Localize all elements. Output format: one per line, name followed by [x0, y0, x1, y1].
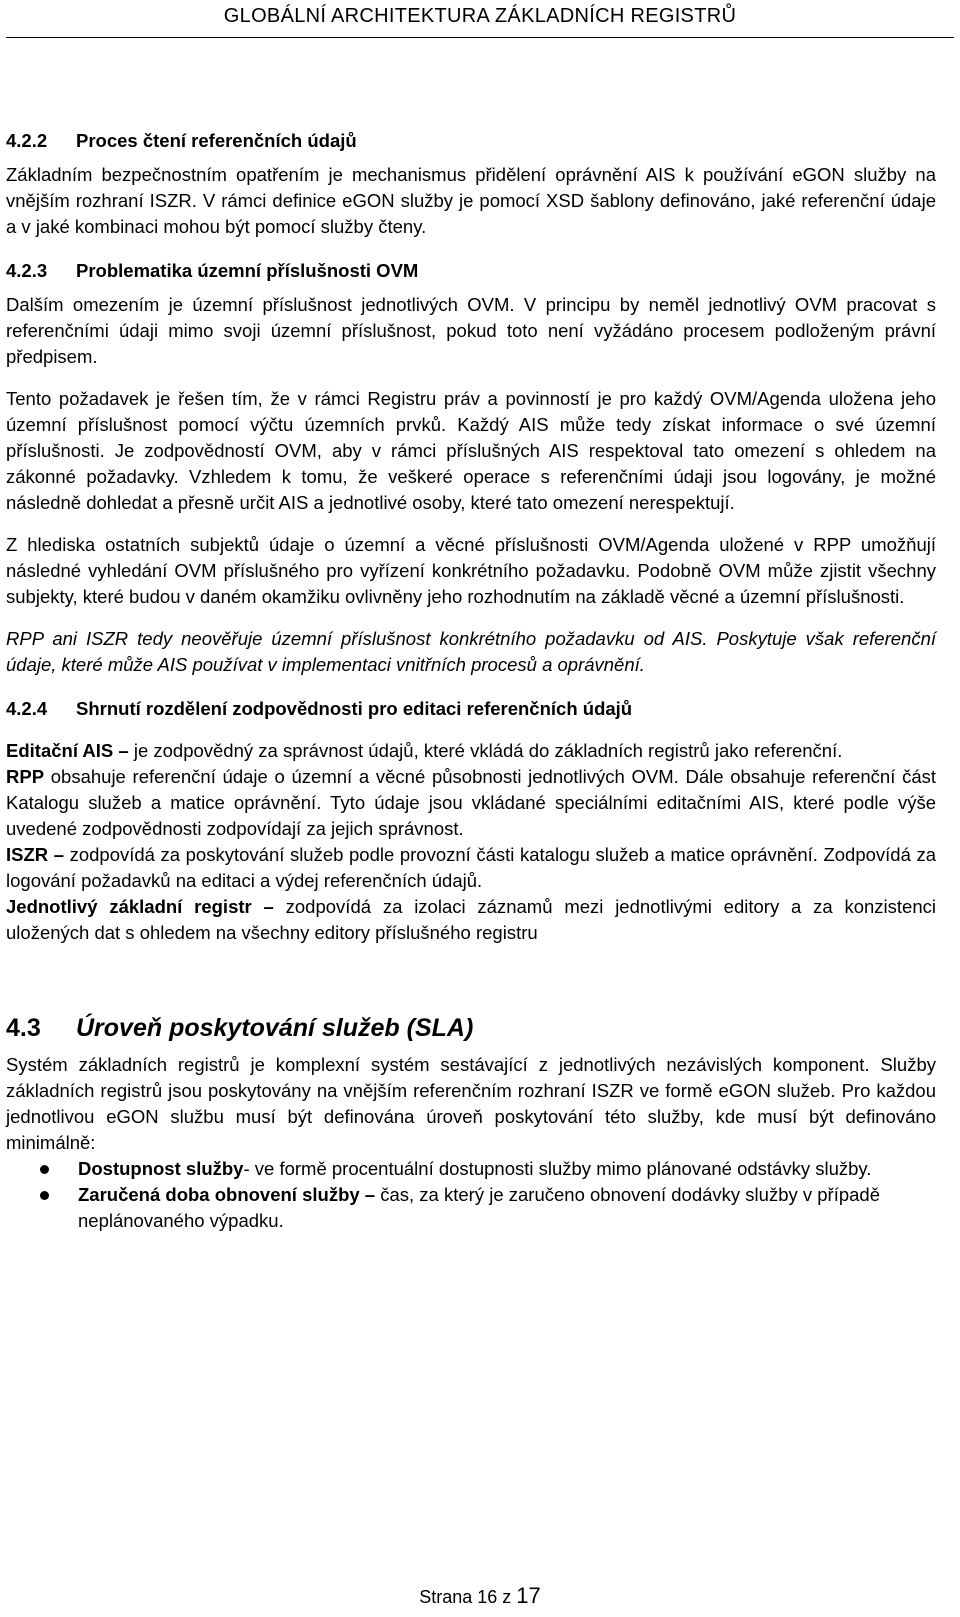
definition-editacni-ais	[6, 738, 936, 764]
page-total: 17	[516, 1583, 541, 1608]
definition-zakladni-registr	[6, 894, 936, 946]
paragraph: Dalším omezením je územní příslušnost jednotlivých OVM. V principu by neměl jednotlivý OVM pracovat s referenčními údaji mimo svoji územní příslušnost, pokud toto není vyžádáno procesem podloženým právní předpisem.	[6, 294, 936, 367]
section-heading-4-2-2	[6, 128, 936, 154]
list-item	[6, 1182, 936, 1234]
definition-text: zodpovídá za izolaci záznamů mezi jednotlivými editory a za konzistenci uložených dat s ohledem na všechny editory příslušného registru	[6, 896, 936, 943]
definition-text: je zodpovědný za správnost údajů, které vkládá do základních registrů jako referenční.	[128, 740, 843, 761]
section-number: 4.2.4	[6, 698, 48, 719]
definition-term: Editační AIS –	[6, 740, 129, 761]
section-heading-4-2-4	[6, 696, 936, 722]
section-title: Proces čtení referenčních údajů	[76, 130, 357, 151]
page-footer	[0, 1583, 960, 1609]
list-item-text: - ve formě procentuální dostupnosti služby mimo plánované odstávky služby.	[243, 1158, 872, 1179]
bullet-list	[6, 1156, 936, 1234]
definition-text: zodpovídá za poskytování služeb podle provozní části katalogu služeb a matice oprávnění. Zodpovídá za logování požadavků na editaci a výdej referenčních údajů.	[6, 844, 936, 891]
running-header: GLOBÁLNÍ ARCHITEKTURA ZÁKLADNÍCH REGISTRŮ	[223, 5, 737, 27]
section-number: 4.3	[6, 1014, 41, 1042]
definition-term: Jednotlivý základní registr –	[6, 896, 274, 917]
header-divider	[6, 37, 954, 38]
section-title: Problematika územní příslušnosti OVM	[76, 260, 419, 281]
paragraph: Z hlediska ostatních subjektů údaje o územní a věcné příslušnosti OVM/Agenda uložené v RPP umožňují následné vyhledání OVM příslušného pro vyřízení konkrétního požadavku. Podobně OVM může zjistit všechny subjekty, které budou v daném okamžiku ovlivněny jeho rozhodnutím na základě věcné a územní příslušnosti.	[6, 534, 936, 607]
section-number: 4.2.2	[6, 130, 48, 151]
definition-rpp	[6, 764, 936, 842]
section-number: 4.2.3	[6, 260, 48, 281]
bullet-icon	[40, 1191, 49, 1200]
list-item-term: Dostupnost služby	[78, 1158, 244, 1179]
definition-iszr	[6, 842, 936, 894]
paragraph: Základním bezpečnostním opatřením je mechanismus přidělení oprávnění AIS k používání eGON služby na vnějším rozhraní ISZR. V rámci definice eGON služby je pomocí XSD šablony definováno, jaké referenční údaje a v jaké kombinaci mohou být pomocí služby čteny.	[6, 164, 936, 237]
section-heading-4-3	[6, 1012, 936, 1044]
paragraph: Systém základních registrů je komplexní systém sestávající z jednotlivých nezávislých komponent. Služby základních registrů jsou poskytovány na vnějším referenčním rozhraní ISZR ve formě eGON služeb. Pro každou jednotlivou eGON službu musí být definována úroveň poskytování této služby, kde musí být definováno minimálně:	[6, 1054, 936, 1153]
paragraph: Tento požadavek je řešen tím, že v rámci Registru práv a povinností je pro každý OVM/Agenda uložena jeho územní příslušnost pomocí výčtu územních prvků. Každý AIS může tedy získat informace o své územní příslušnosti. Je zodpovědností OVM, aby v rámci příslušných AIS respektoval tato omezení s ohledem na zákonné požadavky. Vzhledem k tomu, že veškeré operace s referenčními údaji jsou logovány, je možné následně dohledat a přesně určit AIS a jednotlivé osoby, které tato omezení nerespektují.	[6, 388, 936, 513]
italic-paragraph: RPP ani ISZR tedy neověřuje územní příslušnost konkrétního požadavku od AIS. Poskytuje však referenční údaje, které může AIS používat v implementaci vnitřních procesů a oprávnění.	[6, 628, 936, 675]
page-separator: z	[497, 1587, 517, 1607]
section-heading-4-2-3	[6, 258, 936, 284]
section-title: Shrnutí rozdělení zodpovědnosti pro editaci referenčních údajů	[76, 698, 633, 719]
page-number: 16	[477, 1587, 498, 1607]
list-item	[6, 1156, 936, 1182]
page-label: Strana	[419, 1587, 478, 1607]
definition-term: RPP	[6, 766, 45, 787]
definition-term: ISZR –	[6, 844, 65, 865]
bullet-icon	[40, 1165, 49, 1174]
section-title: Úroveň poskytování služeb (SLA)	[76, 1014, 474, 1042]
definition-text: obsahuje referenční údaje o územní a věcné působnosti jednotlivých OVM. Dále obsahuje referenční část Katalogu služeb a matice oprávnění. Tyto údaje jsou vkládané speciálními editačními AIS, které podle výše uvedené zodpovědnosti zodpovídají za jejich správnost.	[6, 766, 936, 839]
page-content	[6, 128, 936, 1234]
list-item-text: čas, za který je zaručeno obnovení dodávky služby v případě neplánovaného výpadku.	[78, 1184, 881, 1231]
list-item-term: Zaručená doba obnovení služby –	[78, 1184, 376, 1205]
